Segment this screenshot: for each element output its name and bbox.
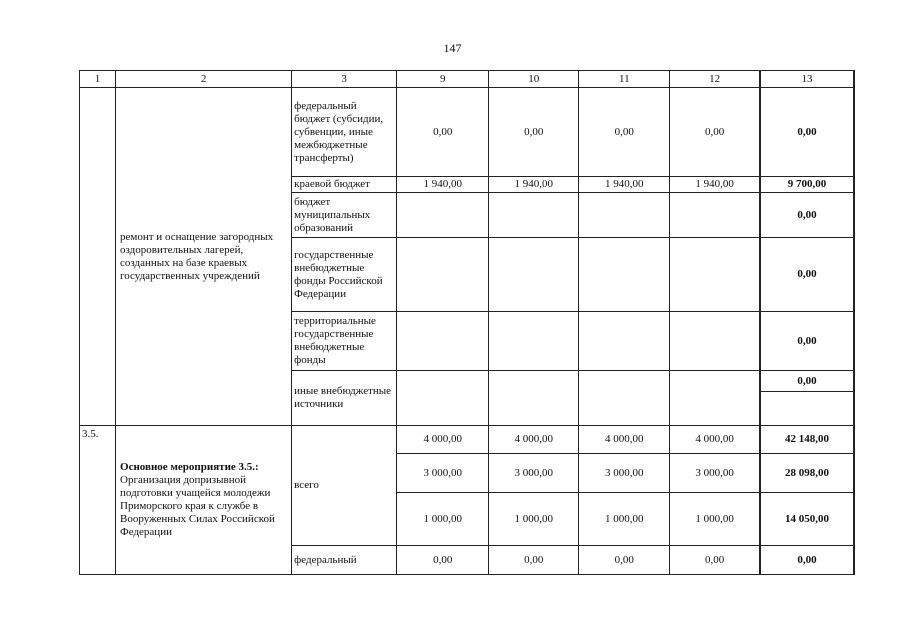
activity-description [116, 426, 292, 575]
value-col13-total: 14 050,00 [760, 493, 854, 546]
column-header: 11 [579, 71, 670, 88]
value-col9: 1 000,00 [397, 493, 489, 546]
value-col10: 0,00 [489, 88, 579, 177]
row-number-cell [80, 88, 116, 426]
value-col9: 0,00 [397, 546, 489, 575]
value-col11: 3 000,00 [579, 454, 670, 493]
value-col12 [670, 193, 760, 238]
value-col12 [670, 238, 760, 312]
value-col12: 0,00 [670, 546, 760, 575]
value-col11: 4 000,00 [579, 426, 670, 454]
value-col12: 3 000,00 [670, 454, 760, 493]
value-col12 [670, 312, 760, 371]
column-header: 13 [760, 71, 854, 88]
value-col10: 1 000,00 [489, 493, 579, 546]
value-col10 [489, 238, 579, 312]
value-col13-total: 0,00 [760, 371, 854, 392]
value-col13-total: 28 098,00 [760, 454, 854, 493]
value-col13-total: 9 700,00 [760, 177, 854, 193]
funding-source: федеральный [292, 546, 397, 575]
column-header-row [80, 71, 855, 88]
value-col9 [397, 238, 489, 312]
value-col10: 3 000,00 [489, 454, 579, 493]
column-header: 1 [80, 71, 116, 88]
value-col13-empty [760, 392, 854, 426]
value-col10 [489, 371, 579, 426]
value-col13-total: 42 148,00 [760, 426, 854, 454]
value-col9 [397, 312, 489, 371]
value-col9: 4 000,00 [397, 426, 489, 454]
funding-source: государственные внебюджетные фонды Российской Федерации [292, 238, 397, 312]
value-col13-total: 0,00 [760, 193, 854, 238]
value-col11 [579, 312, 670, 371]
row-number-cell: 3.5. [80, 426, 116, 575]
value-col11: 0,00 [579, 546, 670, 575]
budget-table [79, 70, 855, 575]
page-number: 147 [443, 41, 462, 55]
funding-source: территориальные государственные внебюджетные фонды [292, 312, 397, 371]
column-header: 9 [397, 71, 489, 88]
value-col11: 0,00 [579, 88, 670, 177]
value-col10: 0,00 [489, 546, 579, 575]
funding-source: краевой бюджет [292, 177, 397, 193]
table-row [80, 88, 855, 177]
column-header: 12 [670, 71, 760, 88]
funding-source: бюджет муниципальных образований [292, 193, 397, 238]
value-col9 [397, 371, 489, 426]
value-col13-total: 0,00 [760, 238, 854, 312]
value-col10: 4 000,00 [489, 426, 579, 454]
value-col13-total: 0,00 [760, 546, 854, 575]
value-col11 [579, 193, 670, 238]
value-col10 [489, 193, 579, 238]
value-col12: 1 000,00 [670, 493, 760, 546]
funding-source: всего [292, 426, 397, 546]
value-col9: 0,00 [397, 88, 489, 177]
value-col10: 1 940,00 [489, 177, 579, 193]
value-col11: 1 000,00 [579, 493, 670, 546]
column-header: 10 [489, 71, 579, 88]
value-col11 [579, 371, 670, 426]
value-col11 [579, 238, 670, 312]
activity-title: Основное мероприятие 3.5.: [120, 461, 259, 473]
value-col9 [397, 193, 489, 238]
value-col12: 0,00 [670, 88, 760, 177]
value-col13-total: 0,00 [760, 312, 854, 371]
funding-source: иные внебюджетные источники [292, 371, 397, 426]
value-col11: 1 940,00 [579, 177, 670, 193]
column-header: 2 [116, 71, 292, 88]
value-col12: 1 940,00 [670, 177, 760, 193]
value-col12 [670, 371, 760, 426]
activity-text: Организация допризывной подготовки учащейся молодежи Приморского края к службе в Вооруженных Силах Российской Федерации [120, 474, 275, 538]
value-col9: 3 000,00 [397, 454, 489, 493]
funding-source: федеральный бюджет (субсидии, субвенции, иные межбюджетные трансферты) [292, 88, 397, 177]
column-header: 3 [292, 71, 397, 88]
value-col13-total: 0,00 [760, 88, 854, 177]
table-row [80, 426, 855, 454]
value-col12: 4 000,00 [670, 426, 760, 454]
value-col10 [489, 312, 579, 371]
value-col9: 1 940,00 [397, 177, 489, 193]
activity-description: ремонт и оснащение загородных оздоровительных лагерей, созданных на базе краевых государственных учреждений [116, 88, 292, 426]
